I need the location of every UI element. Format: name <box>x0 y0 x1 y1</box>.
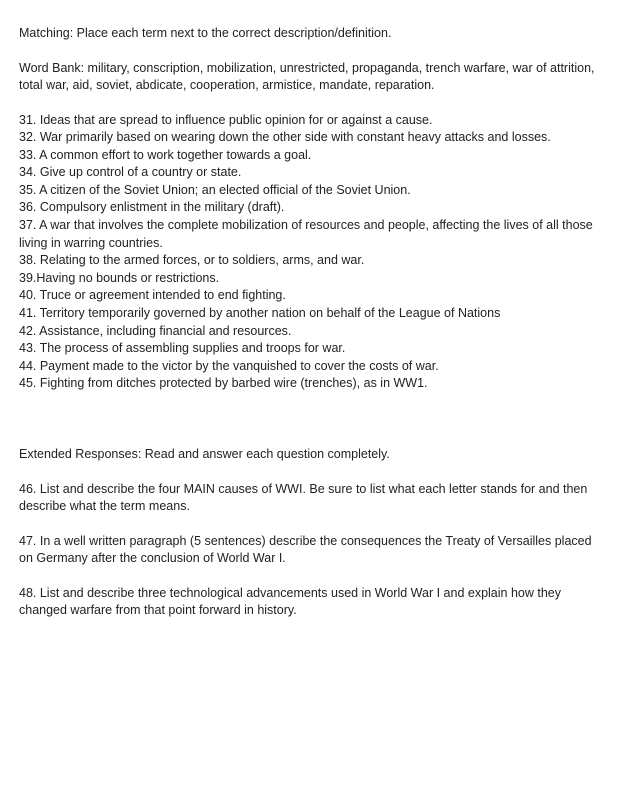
question-48: 48. List and describe three technological advancements used in World War I and explain how they changed warfare from that point forward in history. <box>19 585 561 617</box>
matching-list <box>19 112 607 394</box>
matching-item-34: 34. Give up control of a country or state. <box>19 165 242 180</box>
matching-item-42: 42. Assistance, including financial and resources. <box>19 323 292 338</box>
worksheet-page <box>19 25 607 620</box>
matching-item-39: 39.Having no bounds or restrictions. <box>19 270 220 285</box>
matching-item-37: 37. A war that involves the complete mobilization of resources and people, affecting the lives of all those living in warring countries. <box>19 218 593 250</box>
matching-item-36: 36. Compulsory enlistment in the military (draft). <box>19 200 285 215</box>
question-46: 46. List and describe the four MAIN causes of WWI. Be sure to list what each letter stands for and then describe what the term means. <box>19 481 588 513</box>
extended-instructions: Extended Responses: Read and answer each question completely. <box>19 447 390 461</box>
matching-item-35: 35. A citizen of the Soviet Union; an elected official of the Soviet Union. <box>19 182 411 197</box>
matching-item-32: 32. War primarily based on wearing down the other side with constant heavy attacks and losses. <box>19 130 551 145</box>
matching-item-43: 43. The process of assembling supplies and troops for war. <box>19 341 346 356</box>
matching-item-38: 38. Relating to the armed forces, or to soldiers, arms, and war. <box>19 253 365 268</box>
matching-item-40: 40. Truce or agreement intended to end fighting. <box>19 288 286 303</box>
matching-item-31: 31. Ideas that are spread to influence public opinion for or against a cause. <box>19 112 433 127</box>
matching-item-44: 44. Payment made to the victor by the vanquished to cover the costs of war. <box>19 358 439 373</box>
matching-instructions: Matching: Place each term next to the correct description/definition. <box>19 26 392 40</box>
matching-item-41: 41. Territory temporarily governed by another nation on behalf of the League of Nations <box>19 306 501 321</box>
matching-item-33: 33. A common effort to work together towards a goal. <box>19 147 312 162</box>
word-bank: Word Bank: military, conscription, mobilization, unrestricted, propaganda, trench warfare, war of attrition, total war, aid, soviet, abdicate, cooperation, armistice, mandate, reparation. <box>19 60 595 92</box>
question-47: 47. In a well written paragraph (5 sentences) describe the consequences the Treaty of Versailles placed on Germany after the conclusion of World War I. <box>19 533 592 565</box>
matching-item-45: 45. Fighting from ditches protected by barbed wire (trenches), as in WW1. <box>19 376 428 391</box>
